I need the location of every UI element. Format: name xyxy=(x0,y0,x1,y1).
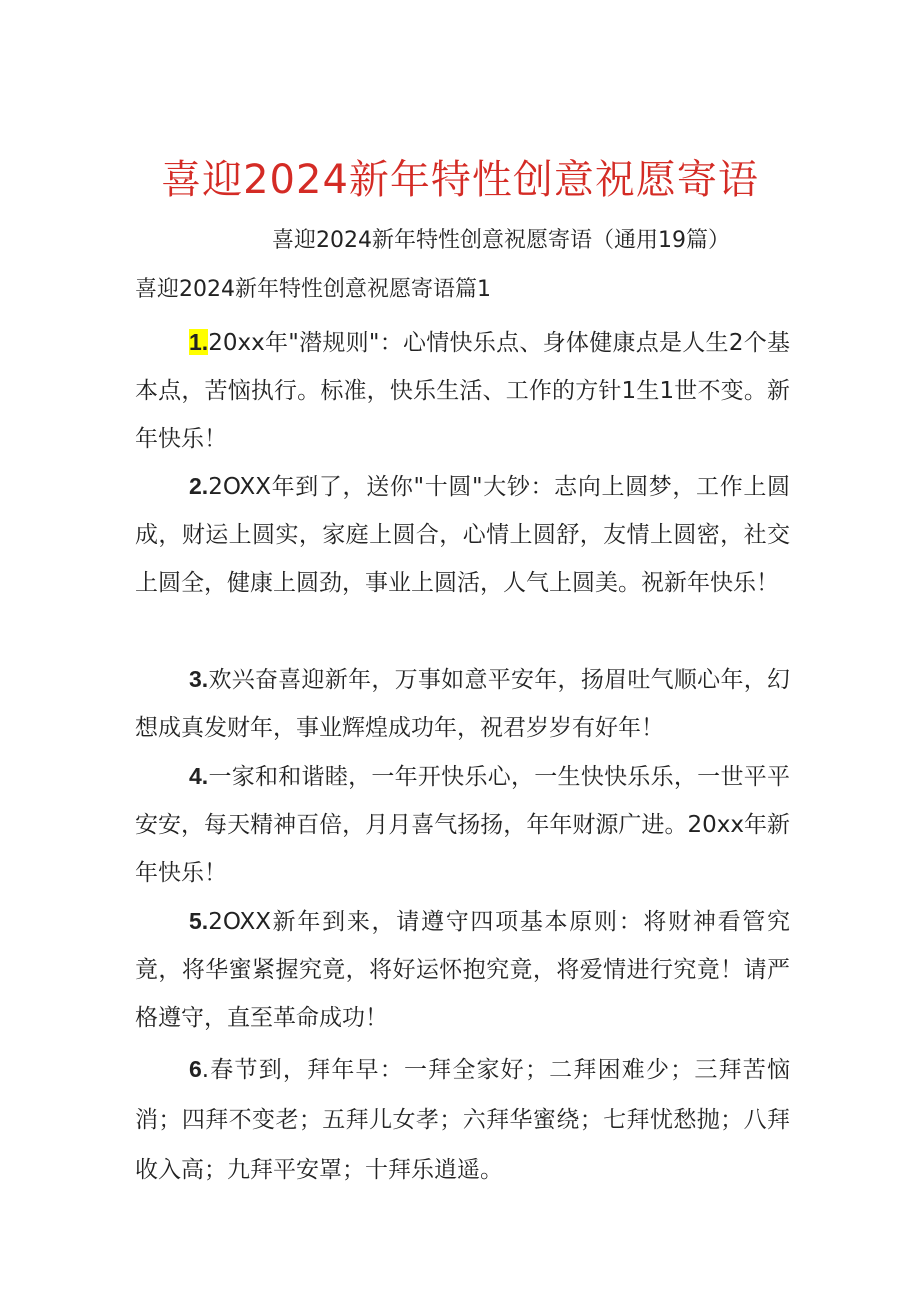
greeting-item-5 xyxy=(135,897,790,1042)
item-number: 3. xyxy=(189,666,209,692)
item-text: 一家和和谐睦，一年开快乐心，一生快快乐乐，一世平平安安，每天精神百倍，月月喜气扬扬，年年财源广进。20xx年新年快乐！ xyxy=(135,764,790,886)
item-text: .春节到，拜年早：一拜全家好；二拜困难少；三拜苦恼消；四拜不变老；五拜儿女孝；六拜华蜜绕；七拜忧愁抛；八拜收入高；九拜平安罩；十拜乐逍遥。 xyxy=(135,1057,790,1183)
item-number: 1. xyxy=(189,329,209,355)
item-text: 欢兴奋喜迎新年，万事如意平安年，扬眉吐气顺心年，幻想成真发财年，事业辉煌成功年，祝君岁岁有好年！ xyxy=(135,667,790,741)
greeting-item-3 xyxy=(135,655,790,752)
item-number: 4. xyxy=(189,763,209,789)
greeting-item-1 xyxy=(135,318,790,463)
document-subtitle: 喜迎2024新年特性创意祝愿寄语（通用19篇） xyxy=(272,228,730,253)
section-heading: 喜迎2024新年特性创意祝愿寄语篇1 xyxy=(135,277,491,302)
greeting-item-2 xyxy=(135,462,790,607)
greeting-item-4 xyxy=(135,752,790,897)
greeting-item-6 xyxy=(135,1044,790,1195)
item-text: 20xx年"潜规则"：心情快乐点、身体健康点是人生2个基本点，苦恼执行。标准，快乐生活、工作的方针1生1世不变。新年快乐！ xyxy=(135,330,790,452)
item-text: 2OXX新年到来，请遵守四项基本原则：将财神看管究竟，将华蜜紧握究竟，将好运怀抱究竟，将爱情进行究竟！请严格遵守，直至革命成功！ xyxy=(135,909,790,1031)
item-text: 2OXX年到了，送你"十圆"大钞：志向上圆梦，工作上圆成，财运上圆实，家庭上圆合，心情上圆舒，友情上圆密，社交上圆全，健康上圆劲，事业上圆活，人气上圆美。祝新年快乐！ xyxy=(135,474,790,596)
document-title: 喜迎2024新年特性创意祝愿寄语 xyxy=(161,157,759,203)
item-number: 5. xyxy=(189,908,209,934)
item-number: 2. xyxy=(189,473,209,499)
item-number: 6 xyxy=(189,1056,202,1082)
